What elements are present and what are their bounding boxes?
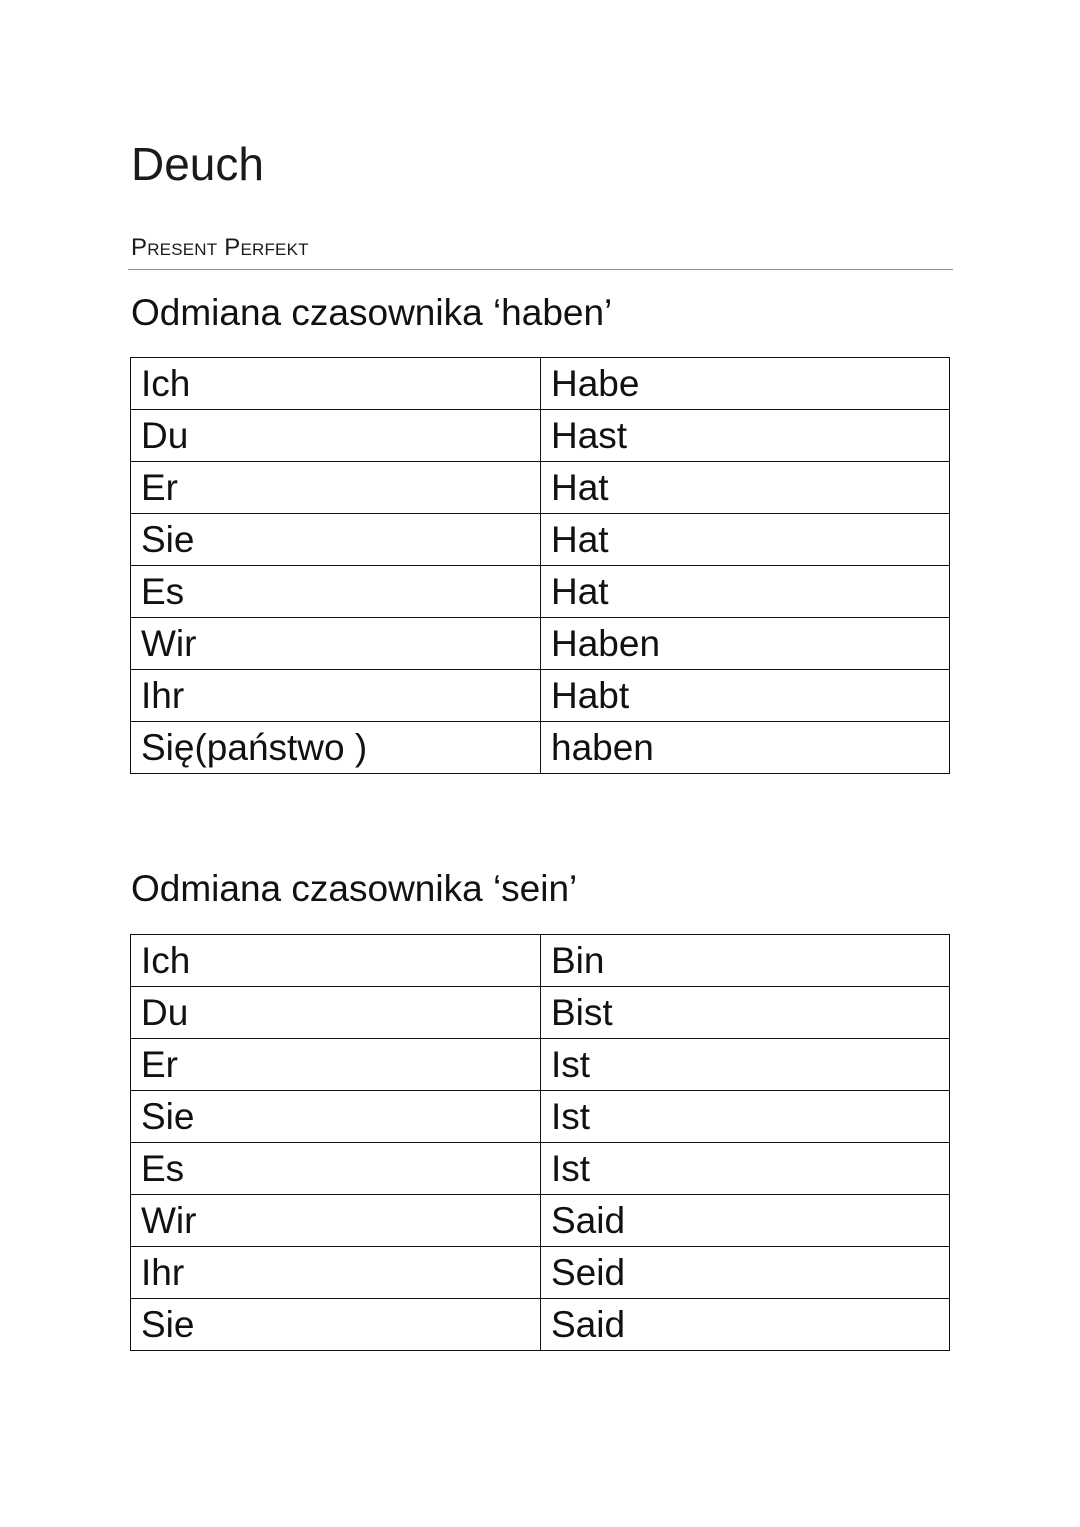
document-subtitle: Present Perfekt xyxy=(131,234,309,261)
pronoun-cell: Es xyxy=(131,566,541,618)
table-row xyxy=(131,358,950,410)
verb-form-cell: Haben xyxy=(541,618,950,670)
verb-form-cell: Bist xyxy=(541,987,950,1039)
verb-form-cell: Habe xyxy=(541,358,950,410)
table-row xyxy=(131,935,950,987)
conjugation-table-sein xyxy=(130,934,950,1351)
verb-form-cell: Habt xyxy=(541,670,950,722)
pronoun-cell: Er xyxy=(131,462,541,514)
table-row xyxy=(131,722,950,774)
pronoun-cell: Er xyxy=(131,1039,541,1091)
pronoun-cell: Ich xyxy=(131,358,541,410)
verb-form-cell: Hat xyxy=(541,514,950,566)
table-row xyxy=(131,1143,950,1195)
table-row xyxy=(131,1195,950,1247)
pronoun-cell: Ihr xyxy=(131,1247,541,1299)
verb-form-cell: Hast xyxy=(541,410,950,462)
table-row xyxy=(131,514,950,566)
table-row xyxy=(131,987,950,1039)
pronoun-cell: Się(państwo ) xyxy=(131,722,541,774)
verb-form-cell: Ist xyxy=(541,1039,950,1091)
pronoun-cell: Wir xyxy=(131,1195,541,1247)
table-row xyxy=(131,1091,950,1143)
pronoun-cell: Es xyxy=(131,1143,541,1195)
section-heading-haben: Odmiana czasownika ‘haben’ xyxy=(131,292,613,333)
verb-form-cell: Bin xyxy=(541,935,950,987)
table-row xyxy=(131,1039,950,1091)
pronoun-cell: Du xyxy=(131,987,541,1039)
verb-form-cell: Said xyxy=(541,1195,950,1247)
conjugation-table-haben xyxy=(130,357,950,774)
verb-form-cell: Said xyxy=(541,1299,950,1351)
pronoun-cell: Ihr xyxy=(131,670,541,722)
pronoun-cell: Sie xyxy=(131,1299,541,1351)
table-row xyxy=(131,410,950,462)
table-row xyxy=(131,1299,950,1351)
table-row xyxy=(131,1247,950,1299)
pronoun-cell: Sie xyxy=(131,1091,541,1143)
verb-form-cell: Ist xyxy=(541,1091,950,1143)
table-row xyxy=(131,670,950,722)
table-row xyxy=(131,462,950,514)
document-title: Deuch xyxy=(131,138,264,190)
verb-form-cell: Seid xyxy=(541,1247,950,1299)
pronoun-cell: Ich xyxy=(131,935,541,987)
pronoun-cell: Du xyxy=(131,410,541,462)
subtitle-divider xyxy=(128,269,953,270)
verb-form-cell: Hat xyxy=(541,566,950,618)
pronoun-cell: Sie xyxy=(131,514,541,566)
verb-form-cell: haben xyxy=(541,722,950,774)
section-heading-sein: Odmiana czasownika ‘sein’ xyxy=(131,868,578,909)
verb-form-cell: Hat xyxy=(541,462,950,514)
verb-form-cell: Ist xyxy=(541,1143,950,1195)
table-row xyxy=(131,618,950,670)
pronoun-cell: Wir xyxy=(131,618,541,670)
table-row xyxy=(131,566,950,618)
